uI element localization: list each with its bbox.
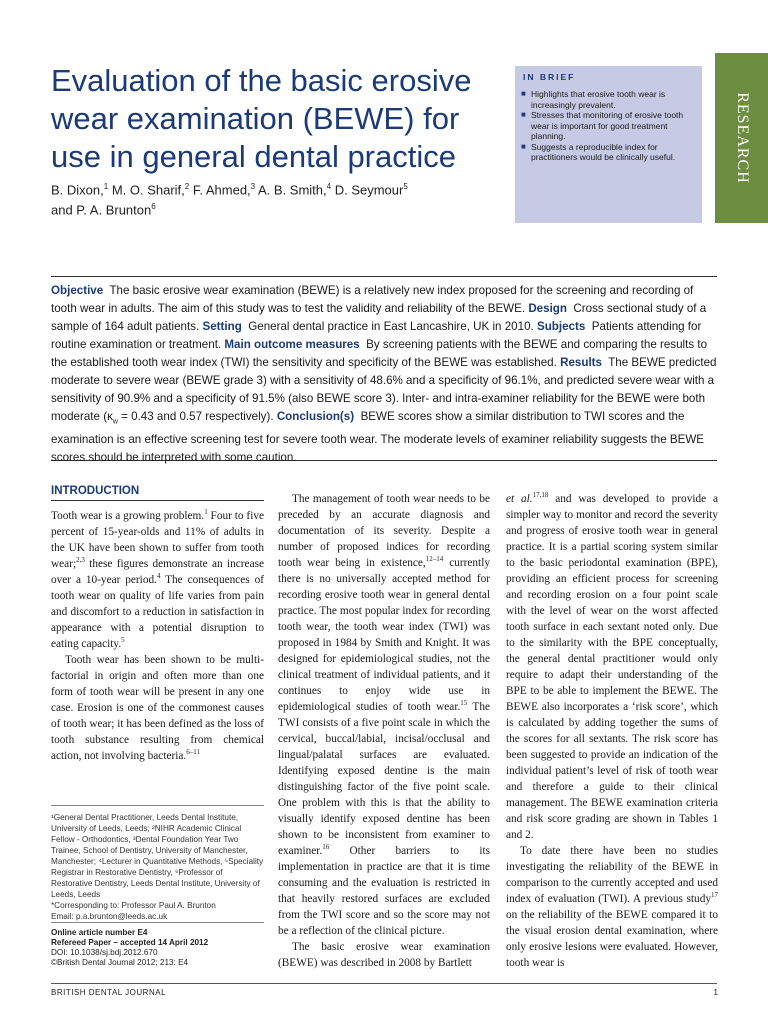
footer-rule: [51, 983, 717, 984]
footnote-corresponding: *Corresponding to: Professor Paul A. Brunton: [51, 901, 216, 910]
author-name: M. O. Sharif,: [108, 182, 185, 198]
abstract-heading-measures: Main outcome measures: [224, 338, 360, 351]
abstract-top-rule: [51, 276, 717, 277]
journal-name-footer: BRITISH DENTAL JOURNAL: [51, 988, 167, 997]
abstract-text-subjects: Patients attending for routine examination or treatment.: [51, 320, 702, 351]
body-paragraph: Tooth wear has been shown to be multi-factorial in origin and often more than one form of tooth wear will be present in any one case. Erosion is one of the commonest causes of tooth wear; it has been defined as the loss of tooth substance resulting from chemical action, not involving bacteria.$^{6-11}$: [51, 654, 264, 762]
square-bullet-icon: ■: [521, 141, 526, 151]
author-name: A. B. Smith,: [255, 182, 327, 198]
abstract-heading-results: Results: [560, 356, 602, 369]
research-section-tab: [715, 53, 768, 223]
in-brief-list: [521, 89, 694, 163]
author-affiliation-mark: 3: [250, 182, 256, 191]
abstract-heading-design: Design: [528, 302, 567, 315]
abstract-heading-conclusion: Conclusion(s): [276, 410, 355, 423]
in-brief-item-text: Highlights that erosive tooth wear is increasingly prevalent.: [531, 89, 666, 110]
abstract-text-conclusion: BEWE scores show a similar distribution to TWI scores and the examination is an effective screening test for severe tooth wear. The moderate levels of examiner reliability suggests the BEWE scores should be interpreted with some caution.: [51, 410, 705, 465]
square-bullet-icon: ■: [521, 110, 526, 119]
article-info: [51, 928, 266, 968]
author-affiliation-mark: 2: [184, 182, 190, 191]
kappa-symbol: κ: [107, 410, 113, 423]
abstract-text-results: The BEWE predicted moderate to severe wear (BEWE grade 3) with a sensitivity of 48.6% and a specificity of 96.1%, and predicted severe wear with a sensitivity of 90.9% and a specificity of 91.5% (also BEWE score 3). Inter- and intra-examiner reliability for the BEWE were both moderate (: [51, 356, 717, 423]
in-brief-box: [515, 66, 702, 223]
author-name: F. Ahmed,: [189, 182, 251, 198]
author-affiliation-mark: 1: [103, 182, 109, 191]
author-name: B. Dixon,: [51, 182, 104, 198]
abstract-text-setting: General dental practice in East Lancashire, UK in 2010.: [248, 320, 534, 333]
square-bullet-icon: ■: [521, 89, 526, 98]
article-info-rule: [51, 922, 264, 923]
abstract-heading-setting: Setting: [202, 320, 242, 333]
body-column-1: [51, 508, 264, 764]
author-list: [51, 178, 491, 219]
copyright: ©British Dental Journal 2012; 213: E4: [51, 958, 189, 967]
footnote-email: Email: p.a.brunton@leeds.ac.uk: [51, 912, 168, 921]
in-brief-item-text: Stresses that monitoring of erosive tooth wear is important for good treatment planning.: [531, 110, 684, 141]
abstract-text-design: Cross sectional study of a sample of 164 adult patients.: [51, 302, 707, 333]
abstract-heading-objective: Objective: [51, 284, 104, 297]
abstract-text-measures: By screening patients with the BEWE and comparing the results to the established tooth wear index (TWI) the sensitivity and specificity of the BEWE was established.: [51, 338, 708, 369]
article-title: Evaluation of the basic erosive wear examination (BEWE) for use in general dental practice: [51, 63, 472, 174]
online-article-number: Online article number E4: [51, 928, 148, 937]
in-brief-item-text: Suggests a reproducible index for practitioners would be clinically useful.: [531, 141, 676, 162]
body-paragraph: Tooth wear is a growing problem.$^1$ Four to five percent of 15-year-olds and 11% of adults in the UK have been shown to suffer from tooth wear;$^{2,3}$ these figures demonstrate an increase over a 10-year period.$^4$ The consequences of tooth wear on quality of life varies from pain and discomfort to a reduction in satisfaction in appearance with a potential disruption to eating capacity.$^5$: [51, 508, 264, 650]
author-affiliation-mark: 6: [151, 202, 156, 212]
footnote-affiliations: ¹General Dental Practitioner, Leeds Dental Institute, University of Leeds, Leeds; ²NIHR Academic Clinical Fellow - Orthodontics, ³Dental Foundation Year Two Trainee, School of Dentistry, University of Manchester, Manchester; ⁴Lecturer in Quantitative Methods, ⁵Speciality Registrar in Restorative Dentistry, ⁶Professor of Restorative Dentistry, Leeds Dental Institute, University of Leeds, Leeds: [51, 813, 264, 899]
author-name: and P. A. Brunton: [51, 202, 152, 218]
doi: DOI: 10.1038/sj.bdj.2012.670: [51, 948, 158, 957]
body-paragraph: The management of tooth wear needs to be preceded by an accurate diagnosis and documentation of its severity. Despite a number of proposed indices for recording tooth wear being in existence,$^{12-14}$ currently there is no universally accepted method for recording erosive tooth wear in general dental practice. The most popular index for recording tooth wear, the tooth wear index (TWI) was proposed in 1984 by Smith and Knight. It was designed for epidemiological studies, not the clinical treatment of individual patients, and it continues to enjoy wide use in epidemiological studies of tooth wear.$^{15}$ The TWI consists of a five point scale in which the cervical, buccal/labial, incisal/occlusal and lingual/palatal surfaces are evaluated. Identifying exposed dentine is the main distinguishing factor of the five point scale. One problem with this is that the ability to visually identify exposed dentine has been shown to be inconsistent from examiner to examiner.$^{16}$ Other barriers to its implementation in practice are that it is time consuming and the evaluation is restricted in that heavily restored surfaces are excluded from the TWI score and so the score may not be a reflection of the clinical picture.: [278, 493, 490, 937]
abstract-heading-subjects: Subjects: [536, 320, 586, 333]
footnote-rule: [51, 805, 264, 806]
in-brief-title: IN BRIEF: [523, 72, 576, 82]
author-affiliation-mark: 4: [326, 182, 332, 191]
body-paragraph: et al.$^{17,18}$ and was developed to provide a simpler way to monitor and record the severity and progress of erosive tooth wear in general practice. It is a partial scoring system similar to the basic periodontal examination (BPE), providing an efficient process for screening and recording erosion on a four point scale with the level of wear on the worst affected tooth surface in each sextant noted only. Due to the similarity with the BPE conceptually, the general dental practitioner would only require to adapt their understanding of the BPE to be able to implement the BEWE. The BEWE also incorporates a ‘risk score’, which is calculated by adding together the sums of the scores for all sextants. The risk score has been suggested to provide an indication of the individual patient’s level of risk of tooth wear and therefore a guide to their clinical management. The BEWE examination criteria and risk score grading are shown in Tables 1 and 2.: [506, 491, 718, 841]
abstract-text-results-end: = 0.43 and 0.57 respectively).: [117, 410, 274, 423]
author-affiliation-mark: 5: [403, 182, 408, 191]
body-column-3: [506, 491, 718, 971]
kappa-subscript: w: [112, 418, 118, 426]
abstract: [51, 282, 719, 467]
introduction-heading: INTRODUCTION: [51, 485, 140, 497]
body-paragraph: To date there have been no studies investigating the reliability of the BEWE in comparison to the currently accepted and used index of evaluation (TWI). A previous study$^{17}$ on the reliability of the BEWE compared it to the visual erosion dental examination, where only erosive lesions were evaluated. However, tooth wear is: [506, 845, 718, 969]
in-brief-item: [521, 110, 694, 142]
introduction-heading-rule: [51, 500, 264, 501]
in-brief-item: [521, 89, 694, 110]
body-column-2: [278, 491, 490, 971]
abstract-text-objective: The basic erosive wear examination (BEWE) is a relatively new index proposed for the screening and recording of tooth wear in adults. The aim of this study was to test the validity and reliability of the BEWE.: [51, 284, 694, 315]
page-number: 1: [713, 988, 718, 997]
body-paragraph: The basic erosive wear examination (BEWE) was described in 2008 by Bartlett: [278, 941, 490, 969]
footnotes: [51, 812, 266, 922]
author-name: D. Seymour: [331, 182, 404, 198]
refereed-paper-date: Refereed Paper – accepted 14 April 2012: [51, 938, 209, 947]
in-brief-item: [521, 142, 694, 163]
research-tab-label: RESEARCH: [733, 92, 751, 184]
